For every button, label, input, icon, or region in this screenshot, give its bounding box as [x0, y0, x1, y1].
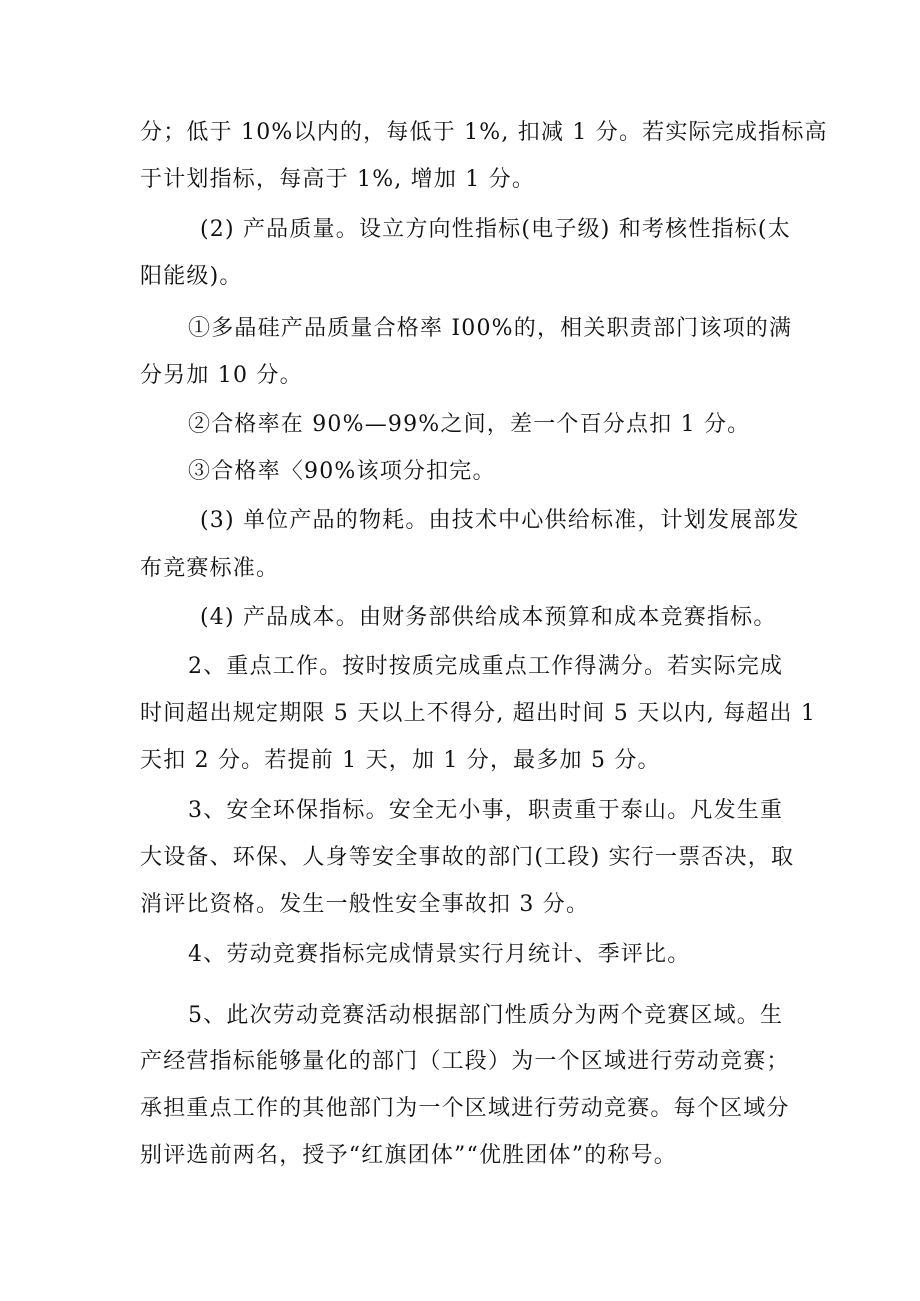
text-line: (2) 产品质量。设立方向性指标(电子级) 和考核性指标(太 [200, 217, 791, 242]
text-line: 5、此次劳动竞赛活动根据部门性质分为两个竞赛区域。生 [188, 1003, 784, 1028]
text-line: 分另加 10 分。 [140, 363, 303, 388]
text-line: 4、劳动竞赛指标完成情景实行月统计、季评比。 [188, 942, 691, 967]
text-line: 承担重点工作的其他部门为一个区域进行劳动竞赛。每个区域分 [140, 1096, 790, 1121]
text-line: ①多晶硅产品质量合格率 I00%的，相关职责部门该项的满 [188, 316, 793, 341]
text-line: 天扣 2 分。若提前 1 天，加 1 分，最多加 5 分。 [140, 748, 661, 773]
text-line: 3、安全环保指标。安全无小事，职责重于泰山。凡发生重 [188, 798, 784, 823]
text-line: 2、重点工作。按时按质完成重点工作得满分。若实际完成 [188, 654, 784, 679]
text-line: ③合格率〈90%该项分扣完。 [188, 459, 496, 484]
text-line: 产经营指标能够量化的部门（工段）为一个区域进行劳动竞赛； [140, 1049, 790, 1074]
text-line: 于计划指标，每高于 1%, 增加 1 分。 [140, 167, 536, 192]
text-line: 别评选前两名，授予“红旗团体”“优胜团体”的称号。 [140, 1143, 677, 1168]
text-line: 消评比资格。发生一般性安全事故扣 3 分。 [140, 892, 590, 917]
text-line: 时间超出规定期限 5 天以上不得分, 超出时间 5 天以内, 每超出 1 [140, 701, 817, 726]
text-line: 分；低于 10%以内的，每低于 1%, 扣减 1 分。若实际完成指标高 [140, 120, 828, 145]
text-line: (4) 产品成本。由财务部供给成本预算和成本竞赛指标。 [200, 605, 777, 630]
text-line: 布竞赛标准。 [140, 556, 280, 581]
text-line: 阳能级)。 [140, 264, 243, 289]
text-line: ②合格率在 90%—99%之间，差一个百分点扣 1 分。 [188, 412, 751, 437]
text-line: (3) 单位产品的物耗。由技术中心供给标准，计划发展部发 [200, 508, 800, 533]
text-line: 大设备、环保、人身等安全事故的部门(工段) 实行一票否决，取 [140, 845, 795, 870]
